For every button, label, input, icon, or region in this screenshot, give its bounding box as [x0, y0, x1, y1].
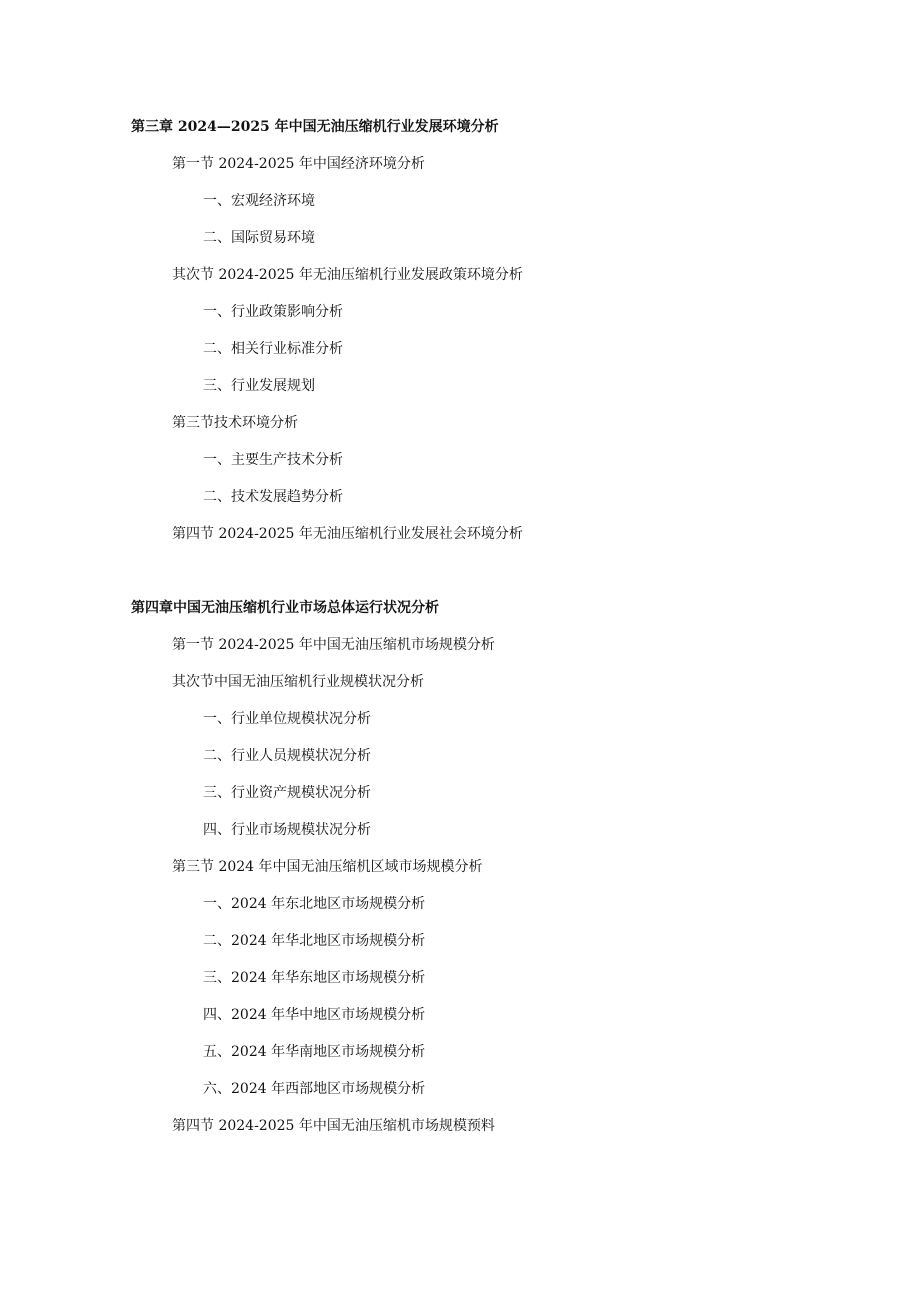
- toc-item: 三、2024 年华东地区市场规模分析: [203, 970, 426, 986]
- toc-item: 四、2024 年华中地区市场规模分析: [203, 1007, 426, 1023]
- toc-item: 三、行业发展规划: [203, 378, 315, 394]
- toc-item: 六、2024 年西部地区市场规模分析: [203, 1081, 426, 1097]
- section-heading: 第一节 2024-2025 年中国经济环境分析: [172, 156, 425, 172]
- section-heading: 其次节中国无油压缩机行业规模状况分析: [172, 674, 424, 690]
- toc-item: 二、技术发展趋势分析: [203, 489, 343, 505]
- section-heading: 第一节 2024-2025 年中国无油压缩机市场规模分析: [172, 637, 495, 653]
- toc-item: 一、宏观经济环境: [203, 193, 315, 209]
- toc-item: 二、相关行业标准分析: [203, 341, 343, 357]
- section-heading: 第四节 2024-2025 年无油压缩机行业发展社会环境分析: [172, 526, 523, 542]
- section-heading: 第三节 2024 年中国无油压缩机区域市场规模分析: [172, 859, 483, 875]
- chapter-heading: 第四章中国无油压缩机行业市场总体运行状况分析: [131, 600, 439, 616]
- section-heading: 其次节 2024-2025 年无油压缩机行业发展政策环境分析: [172, 267, 523, 283]
- toc-item: 三、行业资产规模状况分析: [203, 785, 371, 801]
- toc-item: 一、2024 年东北地区市场规模分析: [203, 896, 426, 912]
- chapter-heading: 第三章 2024—2025 年中国无油压缩机行业发展环境分析: [131, 119, 499, 135]
- toc-item: 四、行业市场规模状况分析: [203, 822, 371, 838]
- toc-item: 五、2024 年华南地区市场规模分析: [203, 1044, 426, 1060]
- toc-item: 一、行业政策影响分析: [203, 304, 343, 320]
- toc-item: 二、2024 年华北地区市场规模分析: [203, 933, 426, 949]
- toc-item: 一、行业单位规模状况分析: [203, 711, 371, 727]
- section-heading: 第四节 2024-2025 年中国无油压缩机市场规模预料: [172, 1118, 495, 1134]
- toc-item: 二、行业人员规模状况分析: [203, 748, 371, 764]
- toc-item: 一、主要生产技术分析: [203, 452, 343, 468]
- section-heading: 第三节技术环境分析: [172, 415, 298, 431]
- toc-item: 二、国际贸易环境: [203, 230, 315, 246]
